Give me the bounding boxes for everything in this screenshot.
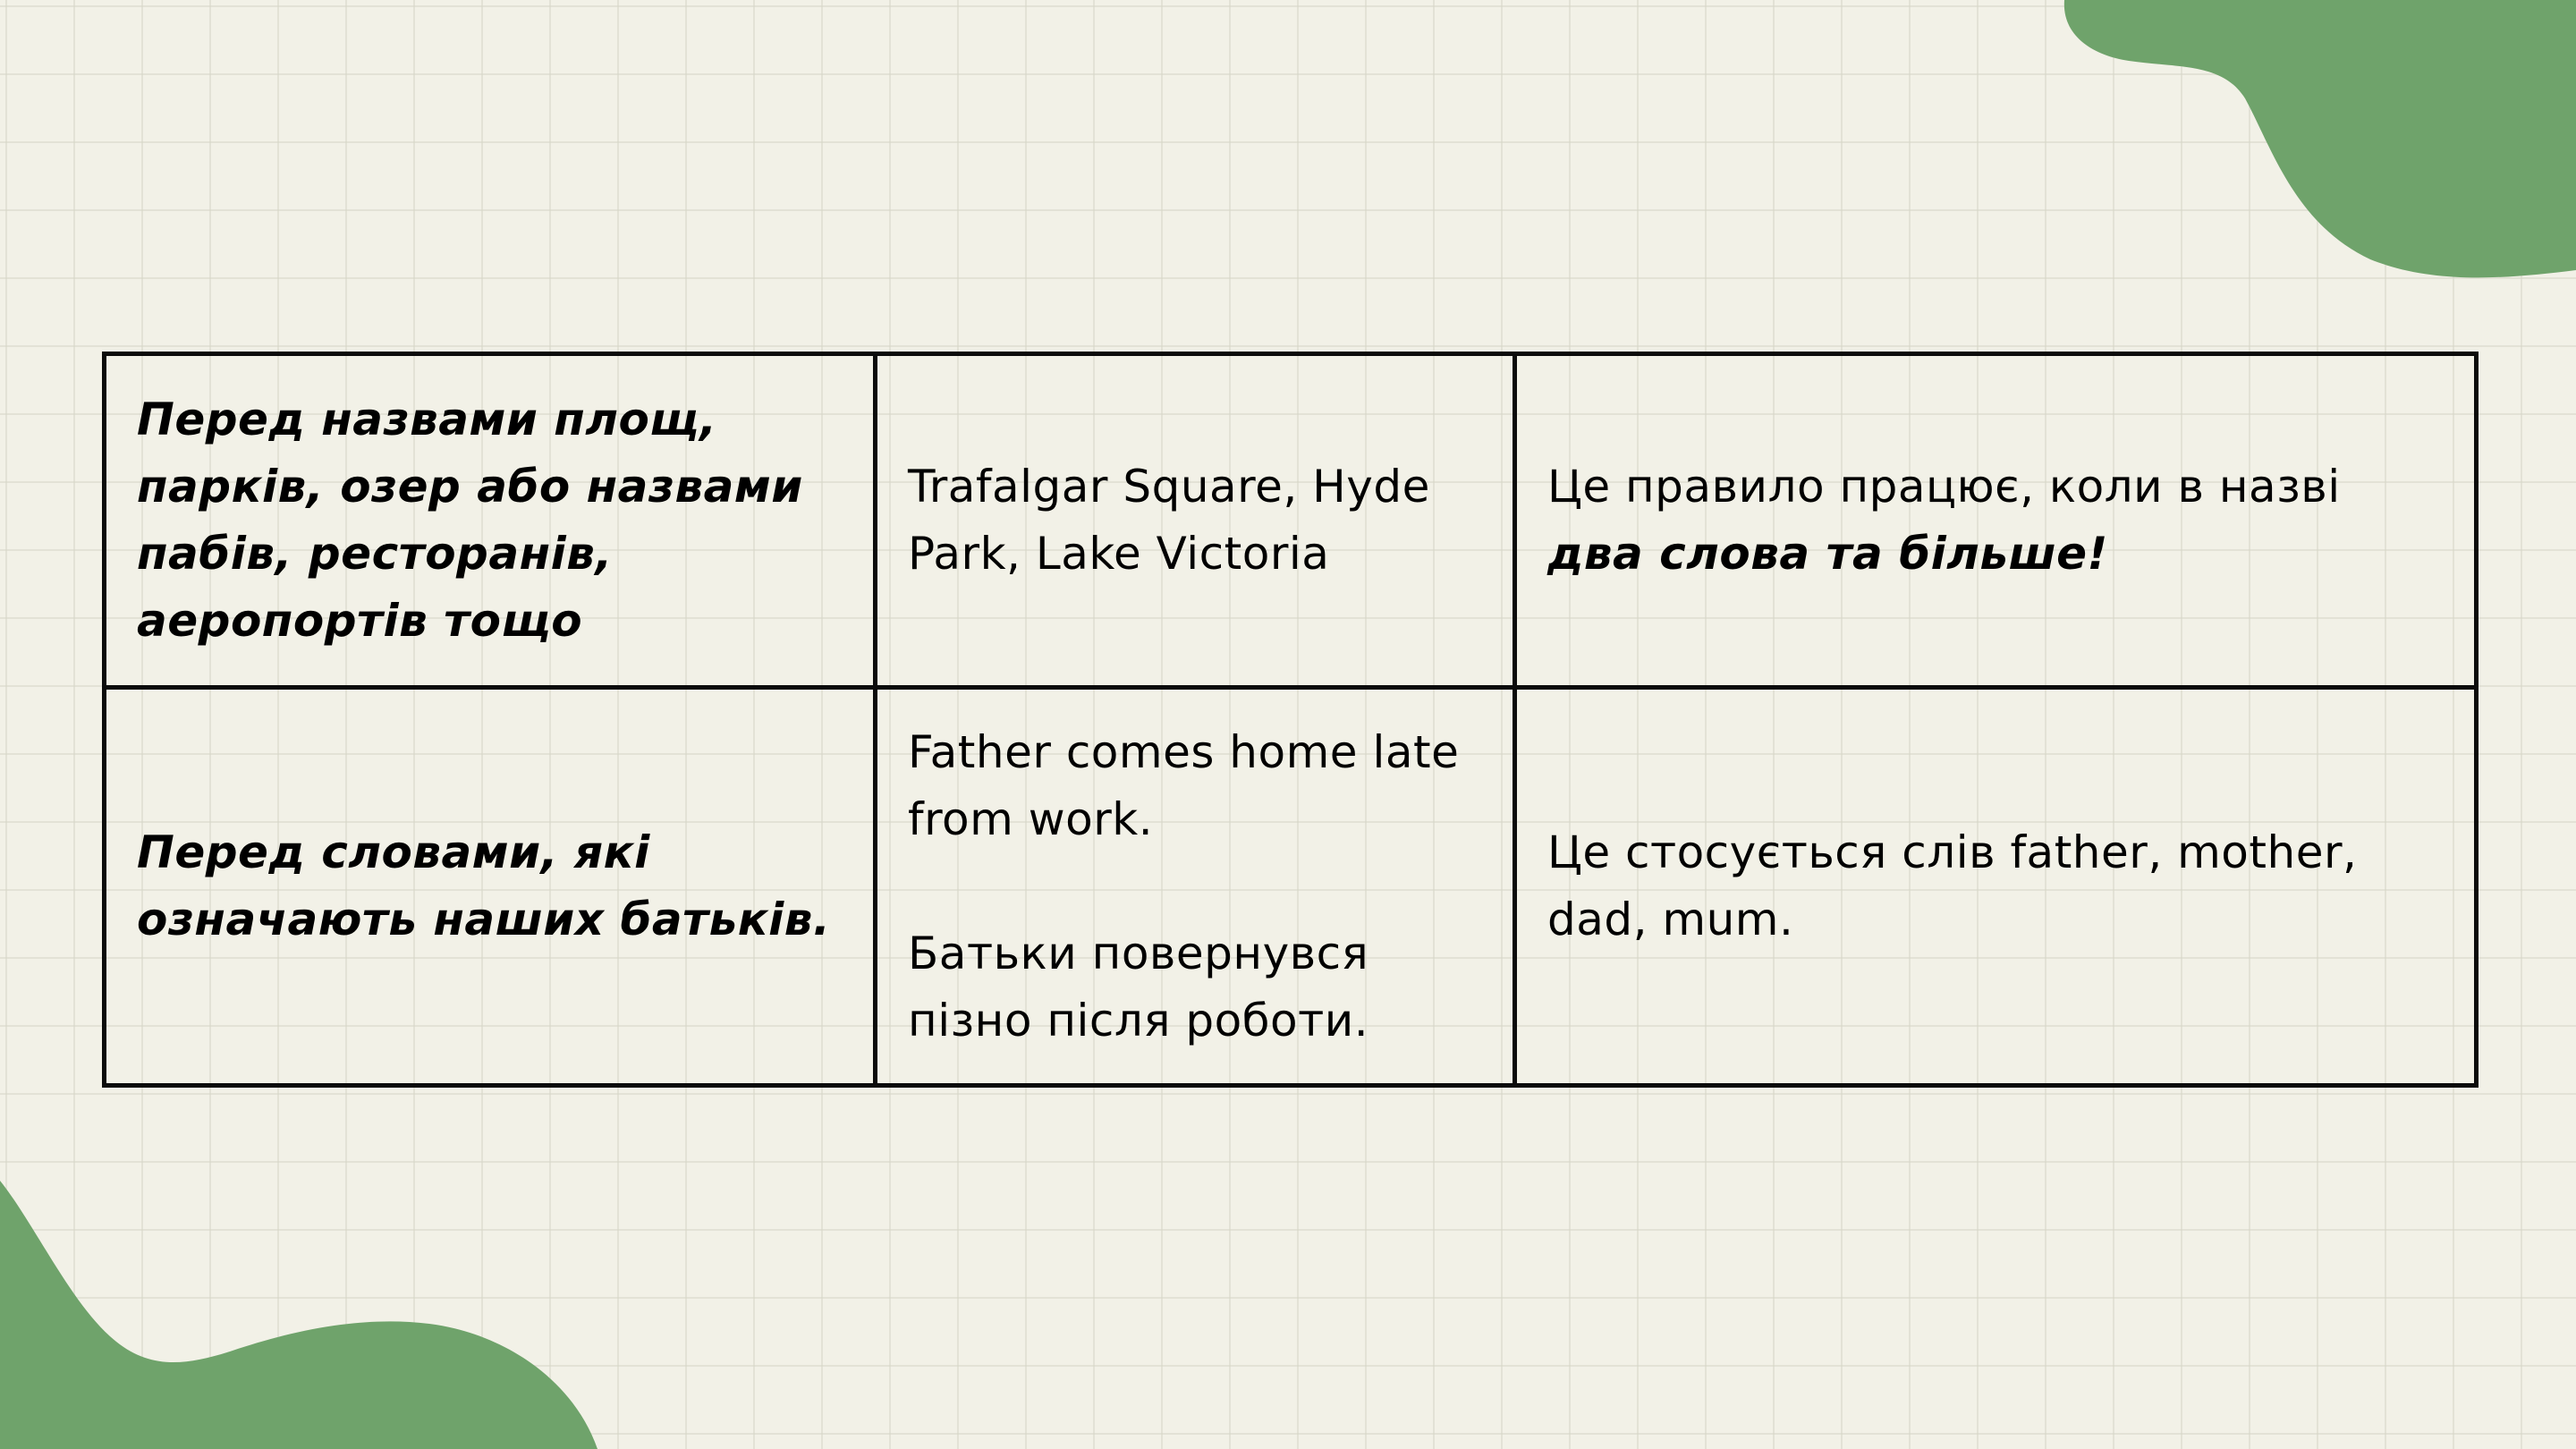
note-emphasis-text: два слова та більше! (1547, 528, 2108, 580)
table-row (105, 354, 2477, 688)
decorative-blob-top-right (2057, 0, 2576, 286)
note-cell (1515, 354, 2477, 688)
decorative-blob-bottom-left-shape (0, 1181, 597, 1449)
example-cell (876, 688, 1515, 1086)
rules-table (102, 352, 2479, 1088)
rule-cell (105, 354, 876, 688)
table-row (105, 688, 2477, 1086)
example-translation-text: Батьки повернувся пізно після роботи. (908, 927, 1369, 1046)
note-text: Це стосується слів father, mother, dad, mum. (1547, 826, 2358, 945)
example-english-text: Father comes home late from work. (908, 725, 1460, 845)
example-text: Trafalgar Square, Hyde Park, Lake Victoria (908, 461, 1430, 580)
note-cell (1515, 688, 2477, 1086)
rule-cell (105, 688, 876, 1086)
decorative-blob-top-right-shape (2064, 0, 2576, 277)
example-cell (876, 354, 1515, 688)
note-text: Це правило працює, коли в назві (1547, 461, 2341, 513)
decorative-blob-bottom-left (0, 1172, 608, 1449)
rule-text: Перед словами, які означають наших батьків. (137, 826, 831, 945)
rule-text: Перед назвами площ, парків, озер або назвами пабів, ресторанів, аеропортів тощо (137, 394, 803, 647)
